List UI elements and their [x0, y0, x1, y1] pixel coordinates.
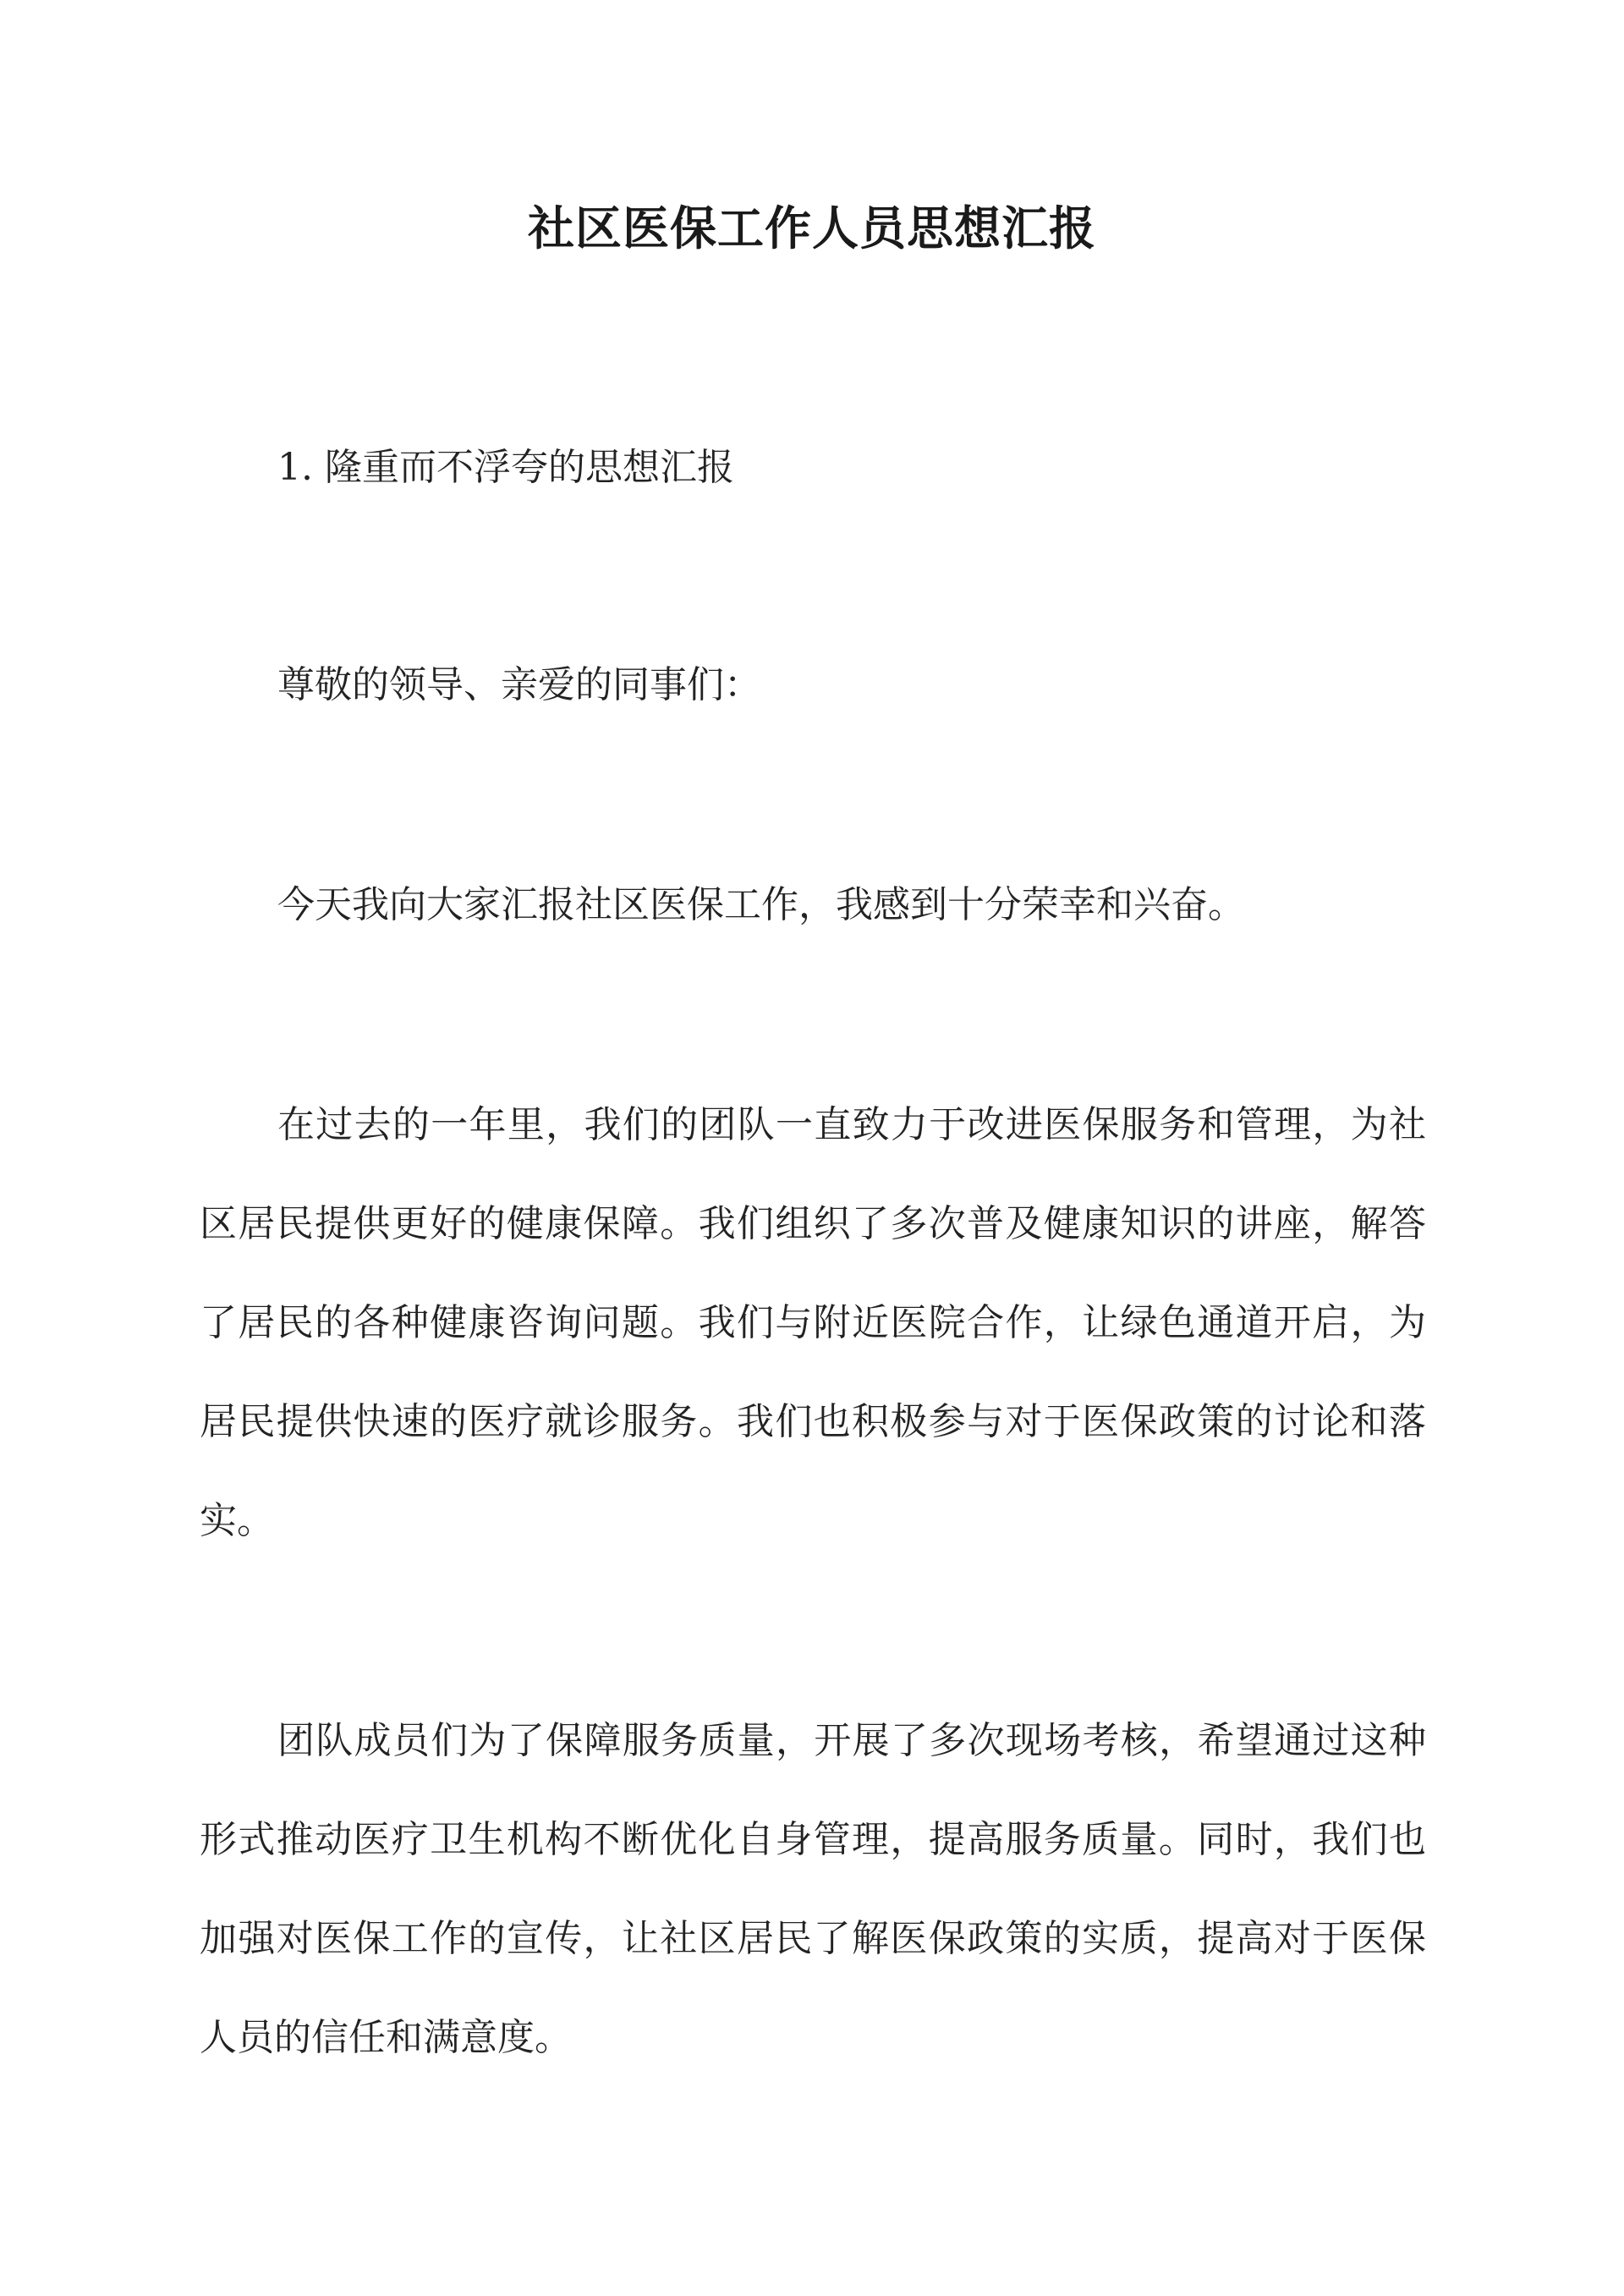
document-title: 社区医保工作人员思想汇报	[527, 200, 1096, 255]
paragraph-3-line: 人员的信任和满意度。	[200, 2016, 572, 2059]
section-heading: 1. 隆重而不浮夸的思想汇报	[277, 446, 734, 489]
paragraph-3-line: 形式推动医疗卫生机构不断优化自身管理，提高服务质量。同时，我们也	[200, 1818, 1426, 1861]
paragraph-3-line: 加强对医保工作的宣传，让社区居民了解医保政策的实质，提高对于医保	[200, 1917, 1426, 1960]
paragraph-1: 今天我向大家汇报社区医保工作，我感到十分荣幸和兴奋。	[277, 883, 1245, 926]
paragraph-2-line: 实。	[200, 1499, 274, 1542]
paragraph-2-line: 了居民的各种健康咨询问题。我们与附近医院合作，让绿色通道开启，为	[200, 1301, 1426, 1344]
paragraph-2-line: 居民提供快速的医疗就诊服务。我们也积极参与对于医保政策的讨论和落	[200, 1400, 1426, 1443]
salutation: 尊敬的领导、亲爱的同事们：	[277, 663, 761, 706]
paragraph-2-line: 区居民提供更好的健康保障。我们组织了多次普及健康知识的讲座，解答	[200, 1202, 1426, 1245]
paragraph-3-line: 团队成员们为了保障服务质量，开展了多次现场考核，希望通过这种	[277, 1719, 1426, 1762]
paragraph-2-line: 在过去的一年里，我们的团队一直致力于改进医保服务和管理，为社	[277, 1103, 1426, 1146]
